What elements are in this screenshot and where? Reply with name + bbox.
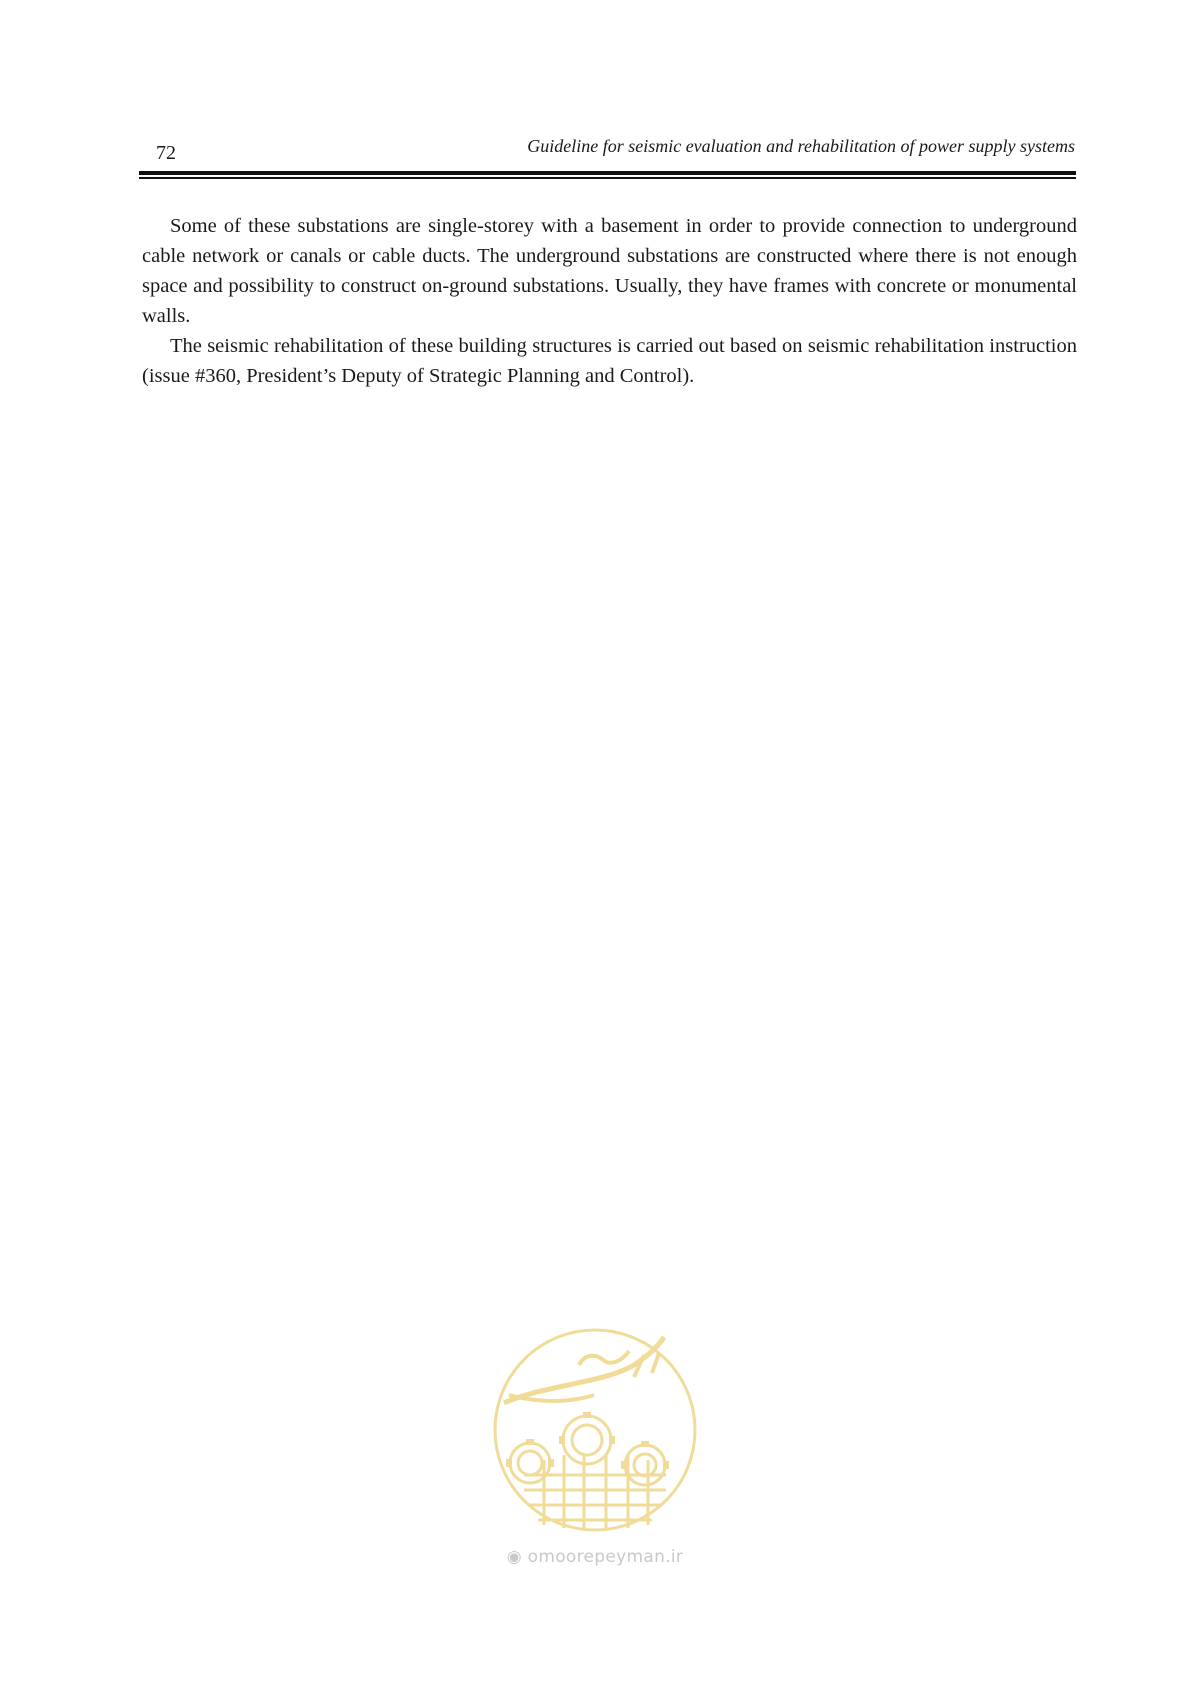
watermark-url [484,1547,706,1567]
body-text [142,211,1077,391]
paragraph-2: The seismic rehabilitation of these building structures is carried out based on seismic rehabilitation instruction (issue #360, President’s Deputy of Strategic Planning and Control). [142,335,1077,387]
watermark-logo-icon [484,1325,706,1547]
running-header: Guideline for seismic evaluation and rehabilitation of power supply systems [527,136,1075,156]
globe-icon: ◉ [506,1547,522,1567]
watermark [484,1325,706,1575]
watermark-url-text: omoorepeyman.ir [527,1547,684,1567]
page-number: 72 [156,142,176,164]
paragraph-1: Some of these substations are single-storey with a basement in order to provide connection to underground cable network or canals or cable ducts. The underground substations are constructed where there is not enough space and possibility to construct on-ground substations. Usually, they have frames with concrete or monumental walls. [142,215,1077,327]
header-rule-thin [139,177,1076,179]
header-rule-thick [139,171,1076,175]
